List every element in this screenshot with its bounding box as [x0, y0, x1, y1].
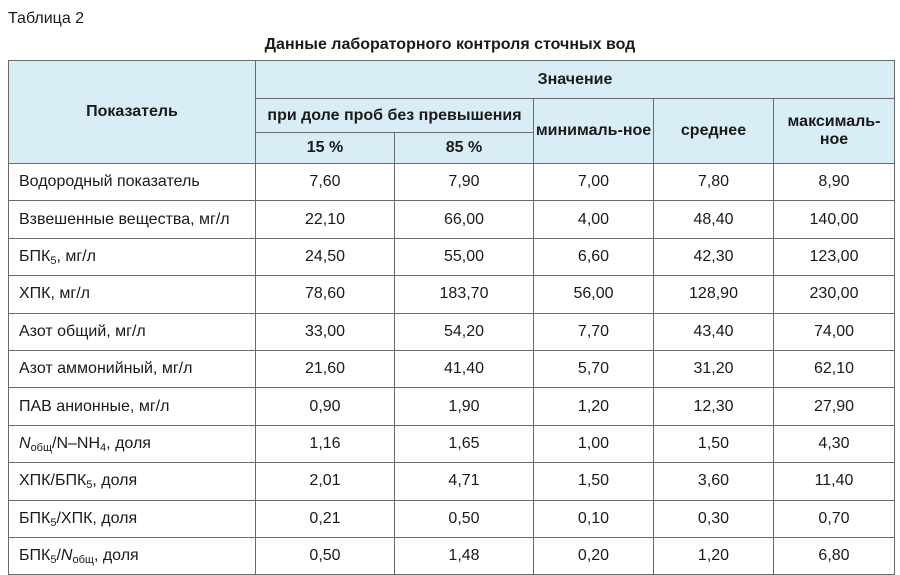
- value-cell: 24,50: [256, 238, 395, 275]
- value-cell: 4,00: [534, 201, 654, 238]
- table-title: Данные лабораторного контроля сточных вод: [264, 36, 636, 53]
- value-cell: 1,50: [534, 463, 654, 500]
- value-cell: 1,65: [395, 425, 534, 462]
- header-max: максималь-ное: [774, 99, 895, 164]
- table-body: [9, 164, 895, 575]
- value-cell: 0,21: [256, 500, 395, 537]
- row-indicator-name: [9, 350, 256, 387]
- subscript: 5: [50, 516, 57, 529]
- value-cell: 1,50: [654, 425, 774, 462]
- subscript: общ: [30, 441, 53, 454]
- wastewater-lab-table: [8, 60, 895, 575]
- value-cell: 0,70: [774, 500, 895, 537]
- value-cell: 8,90: [774, 164, 895, 201]
- value-cell: 1,00: [534, 425, 654, 462]
- name-text: Взвешенные вещества, мг/л: [19, 210, 230, 228]
- row-indicator-name: [9, 500, 256, 537]
- subscript: общ: [72, 554, 94, 567]
- value-cell: 2,01: [256, 463, 395, 500]
- value-cell: 27,90: [774, 388, 895, 425]
- name-text: /ХПК, доля: [56, 509, 138, 527]
- value-cell: 74,00: [774, 313, 895, 350]
- table-number-label: Таблица 2: [8, 10, 85, 27]
- table-row: [9, 537, 895, 574]
- value-cell: 22,10: [256, 201, 395, 238]
- value-cell: 7,70: [534, 313, 654, 350]
- value-cell: 1,20: [654, 537, 774, 574]
- table-row: [9, 388, 895, 425]
- value-cell: 1,16: [256, 425, 395, 462]
- header-value: Значение: [256, 61, 895, 99]
- value-cell: 140,00: [774, 201, 895, 238]
- row-indicator-name: [9, 313, 256, 350]
- name-text: , мг/л: [56, 247, 96, 265]
- value-cell: 7,80: [654, 164, 774, 201]
- row-indicator-name: [9, 164, 256, 201]
- name-text: N: [19, 434, 31, 452]
- table-row: [9, 238, 895, 275]
- value-cell: 43,40: [654, 313, 774, 350]
- name-text: /N–NH: [52, 434, 101, 452]
- name-text: БПК: [19, 247, 51, 265]
- subscript: 5: [50, 554, 57, 567]
- value-cell: 41,40: [395, 350, 534, 387]
- value-cell: 0,50: [256, 537, 395, 574]
- value-cell: 78,60: [256, 276, 395, 313]
- name-text: , доля: [92, 472, 138, 490]
- row-indicator-name: [9, 463, 256, 500]
- table-row: [9, 164, 895, 201]
- value-cell: 5,70: [534, 350, 654, 387]
- value-cell: 0,20: [534, 537, 654, 574]
- value-cell: 7,90: [395, 164, 534, 201]
- subscript: 5: [50, 254, 57, 267]
- table-row: [9, 463, 895, 500]
- header-85-percent: 85 %: [395, 133, 534, 164]
- value-cell: 11,40: [774, 463, 895, 500]
- value-cell: 54,20: [395, 313, 534, 350]
- table-row: [9, 201, 895, 238]
- row-indicator-name: [9, 276, 256, 313]
- header-no-exceed: при доле проб без превышения: [256, 99, 534, 133]
- name-text: Азот аммонийный, мг/л: [19, 360, 193, 378]
- name-text: ХПК, мг/л: [19, 285, 90, 303]
- value-cell: 7,00: [534, 164, 654, 201]
- value-cell: 7,60: [256, 164, 395, 201]
- row-indicator-name: [9, 537, 256, 574]
- table-row: [9, 350, 895, 387]
- row-indicator-name: [9, 388, 256, 425]
- value-cell: 6,80: [774, 537, 895, 574]
- value-cell: 0,10: [534, 500, 654, 537]
- table-row: [9, 500, 895, 537]
- table-row: [9, 276, 895, 313]
- value-cell: 66,00: [395, 201, 534, 238]
- subscript: 4: [100, 441, 107, 454]
- value-cell: 4,71: [395, 463, 534, 500]
- table-row: [9, 425, 895, 462]
- name-text: N: [60, 547, 73, 565]
- row-indicator-name: [9, 238, 256, 275]
- name-text: Азот общий, мг/л: [19, 322, 146, 340]
- header-avg: среднее: [654, 99, 774, 164]
- value-cell: 0,90: [256, 388, 395, 425]
- name-text: Водородный показатель: [19, 173, 200, 191]
- value-cell: 0,30: [654, 500, 774, 537]
- row-indicator-name: [9, 425, 256, 462]
- name-text: ПАВ анионные, мг/л: [19, 397, 170, 415]
- value-cell: 21,60: [256, 350, 395, 387]
- value-cell: 1,20: [534, 388, 654, 425]
- value-cell: 123,00: [774, 238, 895, 275]
- value-cell: 6,60: [534, 238, 654, 275]
- value-cell: 128,90: [654, 276, 774, 313]
- name-text: , доля: [93, 547, 139, 565]
- row-indicator-name: [9, 201, 256, 238]
- value-cell: 62,10: [774, 350, 895, 387]
- value-cell: 1,90: [395, 388, 534, 425]
- value-cell: 12,30: [654, 388, 774, 425]
- value-cell: 1,48: [395, 537, 534, 574]
- value-cell: 31,20: [654, 350, 774, 387]
- value-cell: 183,70: [395, 276, 534, 313]
- value-cell: 56,00: [534, 276, 654, 313]
- value-cell: 3,60: [654, 463, 774, 500]
- name-text: ХПК/БПК: [19, 472, 87, 490]
- header-15-percent: 15 %: [256, 133, 395, 164]
- value-cell: 230,00: [774, 276, 895, 313]
- value-cell: 55,00: [395, 238, 534, 275]
- header-min: минималь-ное: [534, 99, 654, 164]
- value-cell: 0,50: [395, 500, 534, 537]
- name-text: БПК: [19, 547, 51, 565]
- name-text: /: [56, 547, 61, 565]
- table-row: [9, 313, 895, 350]
- name-text: , доля: [106, 434, 151, 452]
- value-cell: 4,30: [774, 425, 895, 462]
- name-text: БПК: [19, 509, 51, 527]
- header-indicator: Показатель: [9, 61, 256, 164]
- value-cell: 48,40: [654, 201, 774, 238]
- subscript: 5: [86, 479, 93, 492]
- value-cell: 33,00: [256, 313, 395, 350]
- value-cell: 42,30: [654, 238, 774, 275]
